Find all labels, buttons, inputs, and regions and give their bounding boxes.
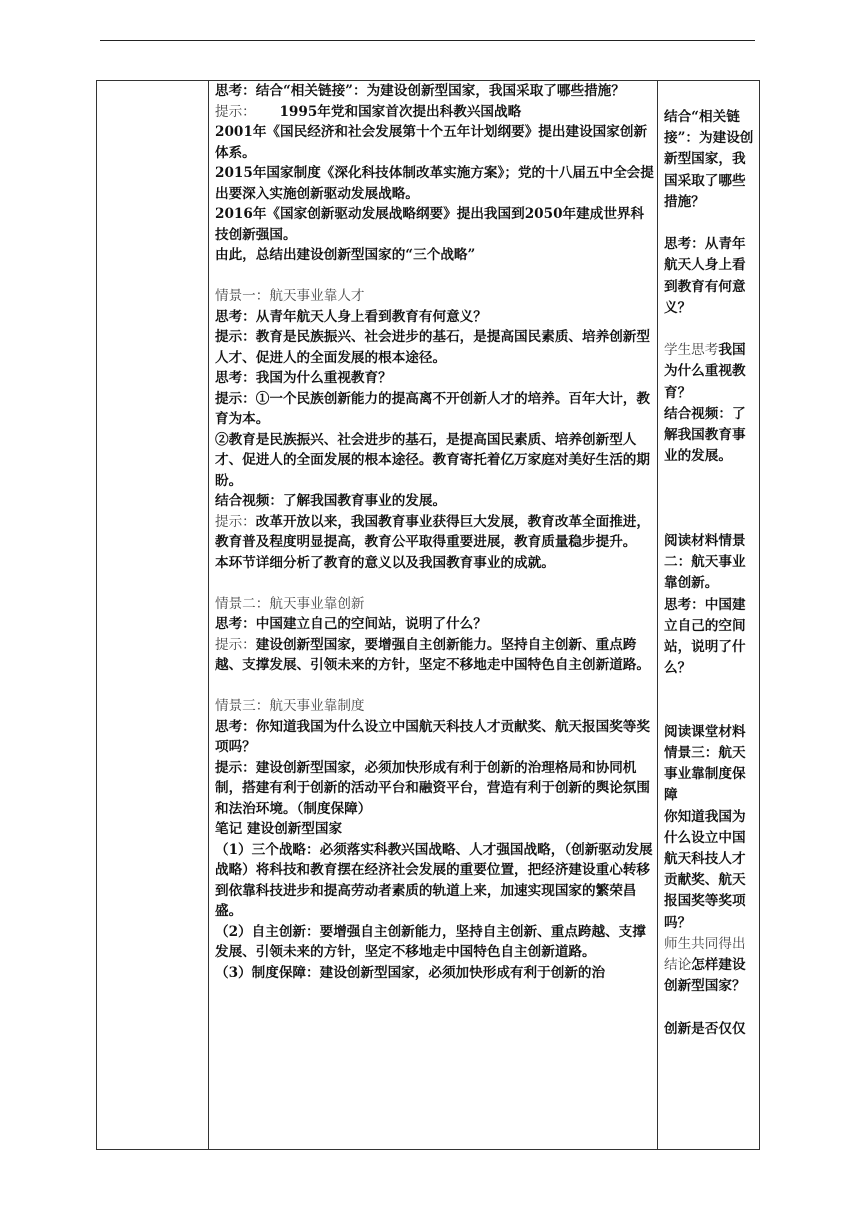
notes-item-2: （2）自主创新：要增强自主创新能力，坚持自主创新、重点跨越、支撑发展、引领未来的方针，坚定不移地走中国特色自主创新道路。 (215, 923, 646, 960)
item-2015: 2015年国家制度《深化科技体制改革实施方案》；党的十八届五中全会提出要深入实施创新驱动发展战略。 (215, 165, 654, 202)
activity-awards: 你知道我国为什么设立中国航天科技人才贡献奖、航天报国奖等奖项吗？ (664, 808, 746, 931)
lesson-table (96, 80, 760, 1150)
student-activity-column (664, 107, 759, 1040)
scene-1-summary: 本环节详细分析了教育的意义以及我国教育事业的成就。 (215, 554, 555, 571)
scene-3-title: 情景三：航天事业靠制度 (215, 698, 365, 714)
notes-item-3: （3）制度保障：建设创新型国家，必须加快形成有利于创新的治 (215, 964, 606, 981)
scene-1-title: 情景一：航天事业靠人才 (215, 288, 365, 304)
scene-1-hint-4 (215, 512, 655, 553)
scene-1-hint-2: 提示：①一个民族创新能力的提高离不开创新人才的培养。百年大计，教育为本。 (215, 390, 650, 427)
activity-conclusion (664, 934, 759, 998)
hint-label: 提示： (215, 103, 256, 120)
notes-item-1: （1）三个战略：必须落实科教兴国战略、人才强国战略，（创新驱动发展战略）将科技和教育摆在经济社会发展的重要位置，把经济建设重心转移到依靠科技进步和提高劳动者素质的轨道上来，加速实现国家的繁荣昌盛。 (215, 841, 653, 919)
activity-scene-2: 阅读材料情景二：航天事业靠创新。 (664, 532, 746, 592)
item-2016: 2016年《国家创新驱动发展战略纲要》提出我国到2050年建成世界科技创新强国。 (215, 206, 645, 243)
column-divider-left (208, 81, 209, 1149)
teaching-content-column (215, 81, 655, 983)
hint-1995 (215, 102, 655, 123)
scene-1-hint-3: ②教育是民族振兴、社会进步的基石，是提高国民素质、培养创新型人才、促进人的全面发展的根本途径。教育寄托着亿万家庭对美好生活的期盼。 (215, 431, 650, 489)
three-strategies-summary: 由此，总结出建设创新型国家的“三个战略” (215, 247, 476, 263)
hint-label: 提示： (215, 636, 256, 653)
activity-education-meaning: 思考：从青年航天人身上看到教育有何意义？ (664, 236, 746, 316)
scene-3-question: 思考：你知道我国为什么设立中国航天科技人才贡献奖、航天报国奖等奖项吗？ (215, 718, 650, 755)
column-divider-right (657, 81, 658, 1149)
hint-1995-text: 1995年党和国家首次提出科教兴国战略 (279, 103, 522, 120)
scene-1-question-1: 思考：从青年航天人身上看到教育有何意义？ (215, 308, 487, 325)
scene-1-question-2: 思考：我国为什么重视教育？ (215, 370, 392, 386)
scene-1-hint-4-text: 改革开放以来，我国教育事业获得巨大发展，教育改革全面推进，教育普及程度明显提高，教育公平取得重要进展，教育质量稳步提升。 (215, 513, 650, 550)
scene-2-title: 情景二：航天事业靠创新 (215, 595, 365, 612)
activity-label: 学生思考 (664, 342, 719, 359)
activity-scene-3: 阅读课堂材料情景三：航天事业靠制度保障 (664, 723, 746, 804)
activity-video: 结合视频：了解我国教育事业的发展。 (664, 405, 746, 465)
activity-innovation: 创新是否仅仅 (664, 1020, 746, 1037)
hint-label: 提示： (215, 513, 256, 530)
scene-1-video: 结合视频：了解我国教育事业的发展。 (215, 493, 447, 509)
think-measures: 思考：结合“相关链接”：为建设创新型国家，我国采取了哪些措施？ (215, 83, 625, 99)
activity-measures: 结合“相关链接”：为建设创新型国家，我国采取了哪些措施？ (664, 109, 754, 210)
activity-space-station: 思考：中国建立自己的空间站，说明了什么？ (664, 596, 746, 677)
header-rule (100, 40, 755, 41)
notes-title: 笔记 建设创新型国家 (215, 821, 343, 837)
activity-why-education (664, 340, 759, 404)
activity-why-education-text: 我国为什么重视教育？ (664, 342, 746, 401)
scene-2-hint (215, 635, 655, 676)
activity-label: 师生共同得出结论 (664, 935, 746, 974)
scene-2-hint-text: 建设创新型国家，要增强自主创新能力。坚持自主创新、重点跨越、支撑发展、引领未来的方针，坚定不移地走中国特色自主创新道路。 (215, 636, 650, 673)
activity-conclusion-text: 怎样建设创新型国家？ (664, 957, 746, 995)
scene-3-hint: 提示：建设创新型国家，必须加快形成有利于创新的治理格局和协同机制，搭建有利于创新的活动平台和融资平台，营造有利于创新的舆论氛围和法治环境。（制度保障） (215, 759, 650, 817)
item-2001: 2001年《国民经济和社会发展第十个五年计划纲要》提出建设国家创新体系。 (215, 124, 648, 161)
scene-2-question: 思考：中国建立自己的空间站，说明了什么？ (215, 616, 487, 632)
scene-1-hint-1: 提示：教育是民族振兴、社会进步的基石，是提高国民素质、培养创新型人才、促进人的全面发展的根本途径。 (215, 329, 650, 366)
